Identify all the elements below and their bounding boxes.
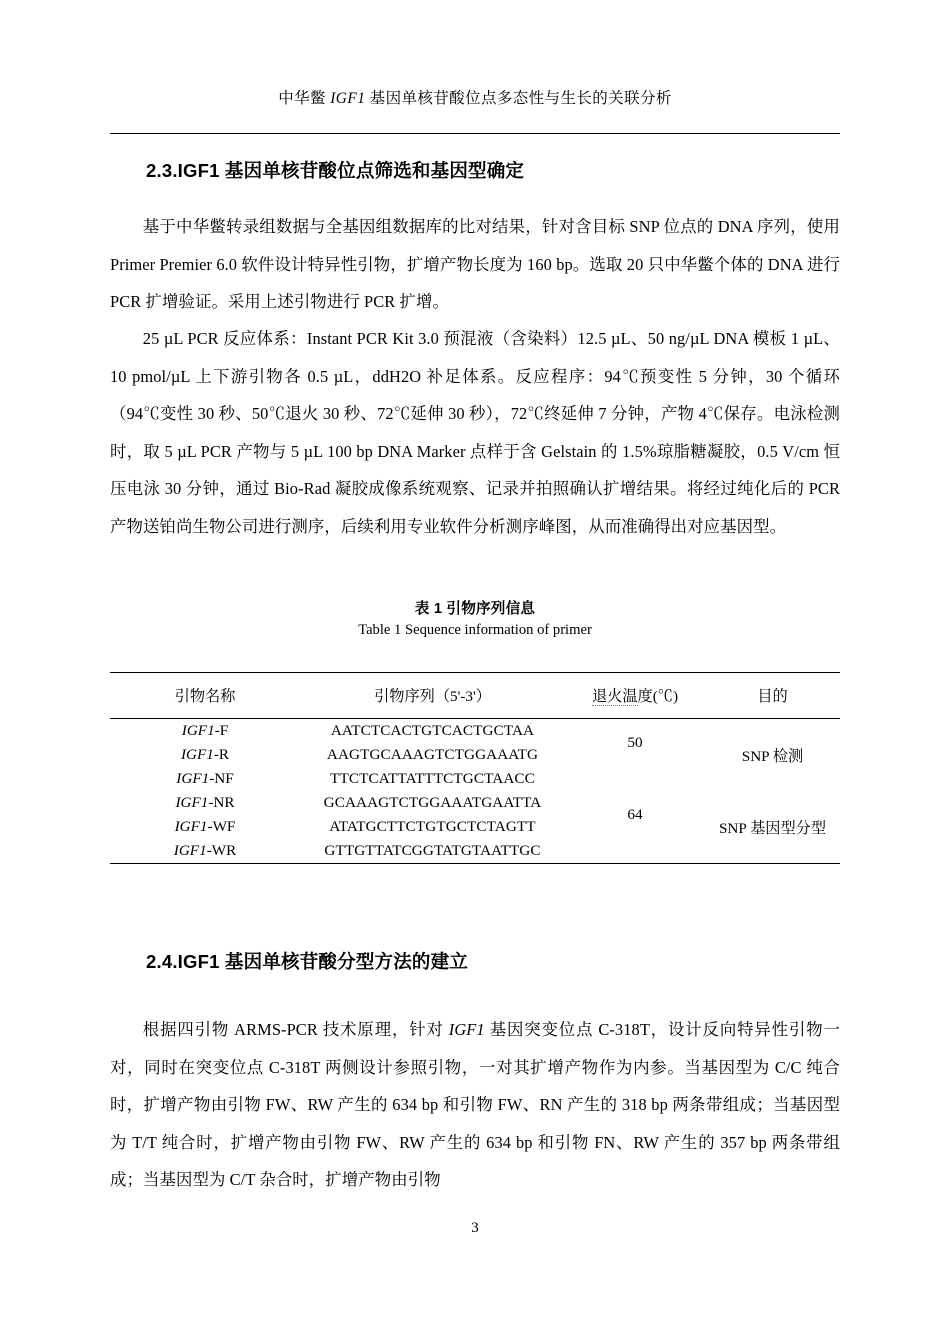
paragraph-pcr-protocol: 25 µL PCR 反应体系：Instant PCR Kit 3.0 预混液（含染料）12.5 µL、50 ng/µL DNA 模板 1 µL、10 pmol/µL 上下游引物各 0.5 µL，ddH2O 补足体系。反应程序：94℃预变性 5 分钟，30 个循环（94℃变性 30 秒、50℃退火 30 秒、72℃延伸 30 秒），72℃终延伸 7 分钟，产物 4℃保存。电泳检测时，取 5 µL PCR 产物与 5 µL 100 bp DNA Marker 点样于含 Gelstain 的 1.5%琼脂糖凝胶，0.5 V/cm 恒压电泳 30 分钟，通过 Bio-Rad 凝胶成像系统观察、记录并拍照确认扩增结果。将经过纯化后的 PCR 产物送铂尚生物公司进行测序，后续利用专业软件分析测序峰图，从而准确得出对应基因型。 bbox=[110, 329, 840, 536]
column-header-primer-sequence: 引物序列（5'-3'） bbox=[374, 688, 491, 705]
section-heading-2-3: 2.3.IGF1 基因单核苷酸位点筛选和基因型确定 bbox=[146, 160, 525, 181]
table-bottom-rule bbox=[110, 864, 840, 865]
paragraph-intro-primer-design: 基于中华鳖转录组数据与全基因组数据库的比对结果，针对含目标 SNP 位点的 DNA 序列，使用 Primer Premier 6.0 软件设计特异性引物，扩增产物长度为 160 bp。选取 20 只中华鳖个体的 DNA 进行 PCR 扩增验证。采用上述引物进行 PCR 扩增。 bbox=[110, 217, 840, 312]
cell-primer-name bbox=[110, 791, 300, 815]
cell-annealing-temperature: 50 bbox=[627, 734, 643, 751]
header-divider-rule bbox=[110, 133, 840, 134]
column-header-annealing-temperature bbox=[565, 673, 705, 719]
primer-gene-italic: IGF1 bbox=[173, 842, 207, 859]
running-header-suffix: 基因单核苷酸位点多态性与生长的关联分析 bbox=[365, 90, 672, 107]
table-header-row bbox=[110, 673, 840, 719]
table-caption-chinese: 表 1 引物序列信息 bbox=[414, 601, 536, 617]
primer-gene-italic: IGF1 bbox=[181, 722, 215, 739]
primer-table-wrapper bbox=[110, 672, 840, 864]
primer-suffix: -F bbox=[214, 722, 229, 739]
paragraph-4-part1: 根据四引物 ARMS-PCR 技术原理，针对 bbox=[142, 1020, 449, 1039]
section-heading-2-4: 2.4.IGF1 基因单核苷酸分型方法的建立 bbox=[146, 951, 469, 972]
annealing-temp-suffix: 度(℃) bbox=[637, 688, 679, 705]
primer-gene-italic: IGF1 bbox=[176, 770, 210, 787]
column-header-primer-name: 引物名称 bbox=[174, 688, 236, 705]
paragraph-4-gene-italic: IGF1 bbox=[448, 1020, 485, 1039]
table-row bbox=[110, 791, 840, 815]
paragraph-arms-pcr-method bbox=[110, 1011, 840, 1199]
primer-suffix: -NF bbox=[209, 770, 234, 787]
cell-annealing-temperature: 64 bbox=[627, 806, 643, 823]
running-header-gene: IGF1 bbox=[330, 90, 366, 107]
table-head bbox=[110, 673, 840, 719]
cell-primer-name bbox=[110, 839, 300, 864]
cell-primer-sequence: TTCTCATTATTTCTGCTAACC bbox=[330, 770, 535, 787]
annealing-temp-spellcheck-span: 退火温 bbox=[591, 688, 638, 705]
primer-suffix: -WR bbox=[206, 842, 237, 859]
cell-primer-name bbox=[110, 743, 300, 767]
cell-primer-sequence: AATCTCACTGTCACTGCTAA bbox=[330, 722, 535, 739]
primer-sequence-table bbox=[110, 672, 840, 864]
primer-suffix: -NR bbox=[208, 794, 235, 811]
running-header-prefix: 中华鳖 bbox=[278, 90, 331, 107]
primer-gene-italic: IGF1 bbox=[180, 746, 214, 763]
table-caption-english: Table 1 Sequence information of primer bbox=[358, 622, 592, 638]
cell-primer-sequence: AAGTGCAAAGTCTGGAAATG bbox=[326, 746, 539, 763]
running-header bbox=[0, 88, 950, 110]
cell-purpose: SNP 基因型分型 bbox=[718, 819, 827, 837]
paragraph-4-part2: 基因突变位点 C-318T，设计反向特异性引物一对，同时在突变位点 C-318T 两侧设计参照引物，一对其扩增产物作为内参。当基因型为 C/C 纯合时，扩增产物由引物 FW、RW 产生的 634 bp 和引物 FW、RN 产生的 318 bp 两条带组成；当基因型为 T/T 纯合时，扩增产物由引物 FW、RW 产生的 634 bp 和引物 FN、RW 产生的 357 bp 两条带组成；当基因型为 C/T 杂合时，扩增产物由引物 bbox=[110, 1020, 840, 1190]
cell-primer-sequence: GCAAAGTCTGGAAATGAATTA bbox=[323, 794, 542, 811]
running-header-text bbox=[0, 88, 950, 110]
cell-primer-name bbox=[110, 767, 300, 791]
cell-primer-name bbox=[110, 719, 300, 744]
page-number: 3 bbox=[471, 1220, 479, 1236]
table-body bbox=[110, 719, 840, 865]
cell-primer-name bbox=[110, 815, 300, 839]
column-header-purpose: 目的 bbox=[757, 688, 788, 705]
cell-purpose: SNP 检测 bbox=[741, 747, 804, 765]
table-bottom-rule-row bbox=[110, 864, 840, 865]
primer-suffix: -R bbox=[213, 746, 230, 763]
primer-suffix: -WF bbox=[207, 818, 236, 835]
primer-gene-italic: IGF1 bbox=[175, 794, 209, 811]
table-row bbox=[110, 719, 840, 744]
primer-gene-italic: IGF1 bbox=[174, 818, 208, 835]
cell-primer-sequence: ATATGCTTCTGTGCTCTAGTT bbox=[329, 818, 536, 835]
cell-primer-sequence: GTTGTTATCGGTATGTAATTGC bbox=[324, 842, 541, 859]
